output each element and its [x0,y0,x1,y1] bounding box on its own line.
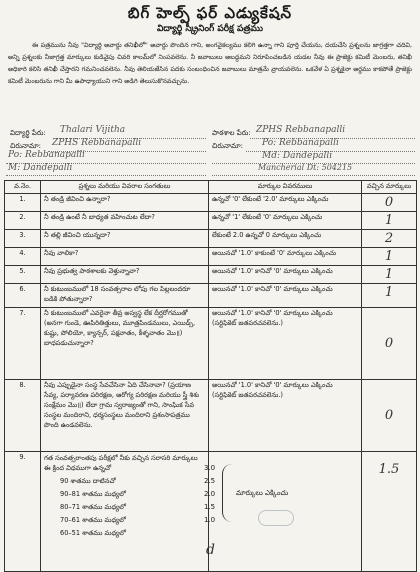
school-address-line-2-value: Md: Dandepalli [262,151,333,161]
school-name-label: పాఠశాల పేరు: [212,129,251,137]
row-question: నీ కుటుంబములో 18 సంవత్సరాల లోపు గల పిల్లలందరూ బడికి పోతున్నారా? [41,284,209,308]
row-mark: 0 [362,380,417,452]
column-header-marks: వచ్చిన మార్కులు [362,181,417,194]
row-number: 4. [5,248,41,266]
row-mark: 1 [362,266,417,284]
form-subtitle: విద్యార్థి స్క్రీనింగ్ పరీక్ష పత్రము [156,24,264,34]
row-number: 8. [5,380,41,452]
table-row [5,248,417,266]
row-number: 5. [5,266,41,284]
signature-mark: d [206,542,215,558]
faint-stamp [258,510,294,526]
school-address-line-1-value: Po: Rebbanapalli [262,138,339,148]
row-mark: 0 [362,194,417,212]
scale-label: మార్కులు ఎక్కించు [236,489,289,497]
row-number: 6. [5,284,41,308]
row-number: 7. [5,308,41,380]
table-row [5,194,417,212]
address-line-3 [6,175,206,176]
row-number: 1. [5,194,41,212]
grade-item: 80–71 శాతము మధ్యలో [60,503,126,511]
table-row [5,230,417,248]
grade-item: 90–81 శాతము మధ్యలో [60,490,126,498]
row-question: నీ కుటుంబములో ఎవరైనా తీవ్ర అస్వస్థ లేక దీర్ఘరోగముతో (అనగా గుండె, ఊపిరితిత్తులు, మూత్రపిండములు, ఎయిడ్స్, కుష్టు, పోలియో, క్యాన్సర్, పక్షవాతం, కీళ్ళవాతం మొ॥) బాధపడుచున్నారా? [41,308,209,380]
scale-value: 2.0 [204,490,216,498]
table-row [5,308,417,380]
scale-value: 3.0 [204,464,216,472]
row-criteria: అయినచో '1.0' కానిచో '0' మార్కులు ఎక్కించు (సర్టిఫికెట్ జతపరచవలెను.) [209,308,362,380]
scale-value: 1.0 [204,516,216,524]
student-name-label: విద్యార్థి పేరు: [10,129,46,137]
row-question: నీవు వాలికా? [41,248,209,266]
row-question: నీ తండ్రి ఉంటే నీ బాధ్యత వహించుట లేదా? [41,212,209,230]
student-name-value: Thalari Vijitha [60,125,126,135]
scale-value: 2.5 [204,477,216,485]
row-mark: 2 [362,230,417,248]
row-criteria: అయినచో '1.0' కానిచో '0' మార్కులు ఎక్కించు [209,284,362,308]
address-line-2-value: Po: Rebbanapalli [8,150,85,160]
row-question: నీవు ఎప్పుడైనా సంస్థ సేవచేసినా ఏది చేసినావా? (ప్రయాణ సేవ్య, పర్యావరణ పరిరక్షణ, ఆరోగ్య పరిరక్షణ మరియు స్త్రీ శిశు సంక్షేమం మొ॥) లేదా గ్రామ స్వరాజ్యంతో గాని, సాంఘిక సేవ సంస్థల మందిరాని, ధర్మసంస్థలు మందిరాని ప్రశంసాపత్రము పొంది ఉండవలెను. [41,380,209,452]
row-mark: 1.5 [362,452,417,572]
column-header-number: వ.నెం. [5,181,41,194]
table-row [5,284,417,308]
row-number: 2. [5,212,41,230]
screening-table [4,180,417,572]
row-criteria: ఉన్నచో '1' లేకుంటే '0' మార్కులు ఎక్కించు [209,212,362,230]
school-address-label: చిరునామా: [212,142,244,150]
row-criteria: అయినచో '1.0' కాకుంటే '0' మార్కులు ఎక్కించు [209,248,362,266]
row-question-grades [41,452,209,572]
table-row [5,380,417,452]
row-mark: 0 [362,308,417,380]
row-question: నీవు ప్రభుత్వ పాఠశాలకు వెళ్తున్నావా? [41,266,209,284]
row-criteria: అయినచో '1.0' కానిచో '0' మార్కులు ఎక్కించు (సర్టిఫికెట్ జతపరచవలెను.) [209,380,362,452]
row-number: 9. [5,452,41,572]
scale-brace [222,464,233,522]
column-header-criteria: మార్కుల వివరములు [209,181,362,194]
table-row [5,266,417,284]
grade-item: 90 శాతము దాటినచో [60,477,116,485]
address-line-3-value: M: Dandepalli [8,163,73,173]
scale-value: 1.5 [204,503,216,511]
column-header-question: ప్రశ్నలు మరియు వివరాల సంగతులు [41,181,209,194]
table-header-row [5,181,417,194]
row-question: నీ తండ్రి జీవించి ఉన్నారా? [41,194,209,212]
school-address-line-3 [212,175,415,176]
address-line-1-value: ZPHS Rebbanapalli [52,138,142,148]
row-mark: 1 [362,248,417,266]
grades-intro: గత సంవత్సరాంతపు పరీక్షలో నీకు వచ్చిన సరాసరి మార్కులు ఈ క్రింద విధముగా ఉన్నచో [44,454,198,472]
row-number: 3. [5,230,41,248]
row-criteria: ఉన్నచో '0' లేకుంటే '2.0' మార్కులు ఎక్కించు [209,194,362,212]
row-question: నీ తల్లి జీవించి యున్నదా? [41,230,209,248]
grade-item: 60–51 శాతము మధ్యలో [60,529,126,537]
row-criteria: అయినచో '1.0' కానిచో '0' మార్కులు ఎక్కించు [209,266,362,284]
grade-item: 70–61 శాతము మధ్యలో [60,516,126,524]
address-label: చిరునామా: [10,142,42,150]
row-mark: 1 [362,284,417,308]
form-title: బిగ్ హెల్ప్ ఫర్ ఎడ్యుకేషన్ [127,4,293,22]
instructions-paragraph: ఈ పత్రమును నీవు "విద్యార్థి అవార్డు తనిఖీలో" అవార్డు పొందిన గాని, అంగవైకల్యము కలిగి ఉన్నా గాని పూర్తి చేయను, దయచేసి ప్రశ్నలను జాగ్రత్తగా చదివి, అన్ని ప్రశ్నలకు నీజాగ్రత్త మార్కులు కుడివైపు చివరి కాలమ్‌లో నింపవలెను. నీ జవాబులు అబద్ధమని నిరూపించబడిన యడల నీవు ఈ ప్రాజెక్టు కమిటీ మెంబరు, తనిఖీ అధికారి కలిసి తనిఖీ చేస్తారని గమనించవలెను. నీవు తెలియజేసిన పదకు సంబంధించిన జవాబులు మాత్రమే వ్రాయవలెను. ఒకవేళ ఏ ప్రశ్నకైనా అర్థము కాకపోతే ప్రాజెక్టు కమిటీ మెంబరును గాని మీ ఉపాధ్యాయుని గాని అడిగి తెలుసుకొనవచ్చును. [8,42,412,85]
school-name-value: ZPHS Rebbanapalli [256,125,346,135]
school-address-line-3-value: Mancherial Dt: 504215 [258,163,353,172]
row-mark: 1 [362,212,417,230]
row-criteria: లేకుంటే 2.0 ఉన్నచో 0 మార్కులు ఎక్కించు [209,230,362,248]
table-row [5,212,417,230]
